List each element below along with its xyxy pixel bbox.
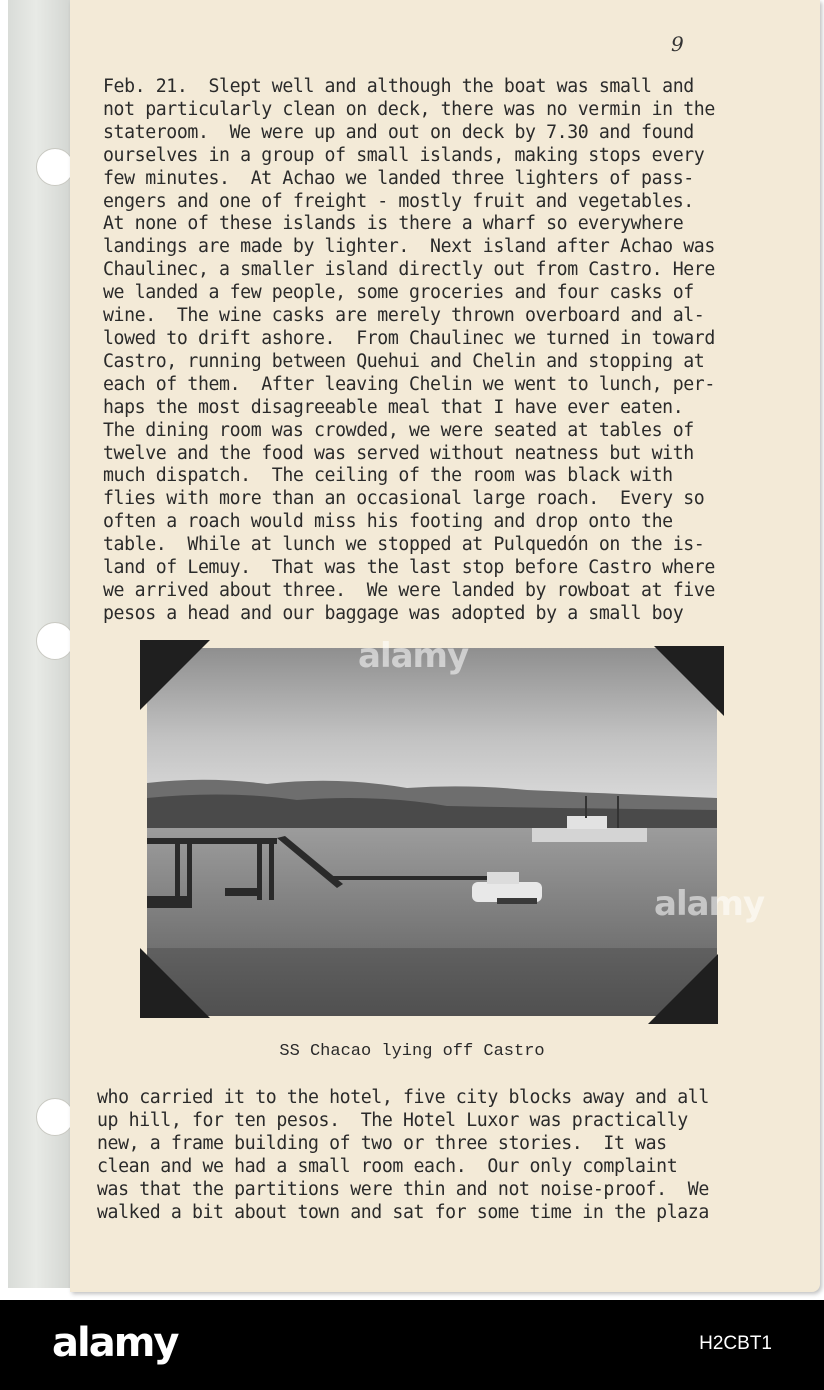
binder-hole [36,148,74,186]
text-line: who carried it to the hotel, five city blocks away and all [97,1087,709,1108]
text-line: The dining room was crowded, we were seated at tables of [103,419,694,441]
text-line: Castro, running between Quehui and Chelin and stopping at [103,350,705,372]
text-line: pesos a head and our baggage was adopted by a small boy [103,602,684,624]
binder-hole [36,1098,74,1136]
text-line: lowed to drift ashore. From Chaulinec we turned in toward [103,327,715,349]
watermark: alamy [654,884,765,924]
diary-paragraph-1 [103,76,715,626]
text-line: much dispatch. The ceiling of the room was black with [103,465,673,487]
photo-corner-mount-icon [654,646,724,716]
page-number: 9 [671,32,684,56]
text-line: we arrived about three. We were landed by rowboat at five [103,579,715,601]
text-line: up hill, for ten pesos. The Hotel Luxor was practically [97,1109,688,1131]
photo-corner-mount-icon [140,948,210,1018]
text-line: wine. The wine casks are merely thrown overboard and al- [103,305,705,327]
text-line: land of Lemuy. That was the last stop before Castro where [103,557,715,579]
text-line: table. While at lunch we stopped at Pulquedón on the is- [103,534,705,556]
alamy-logo: alamy [52,1320,178,1366]
photo-corner-mount-icon [648,954,718,1024]
text-line: Feb. 21. Slept well and although the boat was small and [103,76,694,97]
text-line: ourselves in a group of small islands, making stops every [103,144,705,166]
text-line: often a roach would miss his footing and drop onto the [103,511,673,533]
text-line: twelve and the food was served without neatness but with [103,442,694,464]
stock-image-id: H2CBT1 [699,1333,772,1354]
binder-hole [36,622,74,660]
photograph [147,648,717,1016]
text-line: At none of these islands is there a wharf so everywhere [103,213,684,235]
text-line: flies with more than an occasional large roach. Every so [103,488,705,510]
text-line: not particularly clean on deck, there was no vermin in the [103,98,715,120]
text-line: haps the most disagreeable meal that I have ever eaten. [103,396,684,418]
text-line: was that the partitions were thin and not noise-proof. We [97,1178,709,1200]
text-line: each of them. After leaving Chelin we went to lunch, per- [103,373,715,395]
stock-footer-bar [0,1300,824,1390]
diary-paragraph-2 [97,1087,709,1224]
text-line: Chaulinec, a smaller island directly out from Castro. Here [103,259,715,281]
watermark: alamy [358,636,469,676]
text-line: engers and one of freight - mostly fruit and vegetables. [103,190,694,212]
text-line: few minutes. At Achao we landed three lighters of pass- [103,167,694,189]
text-line: walked a bit about town and sat for some time in the plaza [97,1201,709,1223]
text-line: new, a frame building of two or three stories. It was [97,1132,667,1154]
text-line: stateroom. We were up and out on deck by 7.30 and found [103,121,694,143]
text-line: clean and we had a small room each. Our only complaint [97,1155,678,1177]
text-line: we landed a few people, some groceries and four casks of [103,282,694,304]
photo-corner-mount-icon [140,640,210,710]
text-line: landings are made by lighter. Next island after Achao was [103,236,715,258]
photo-caption: SS Chacao lying off Castro [279,1042,545,1061]
